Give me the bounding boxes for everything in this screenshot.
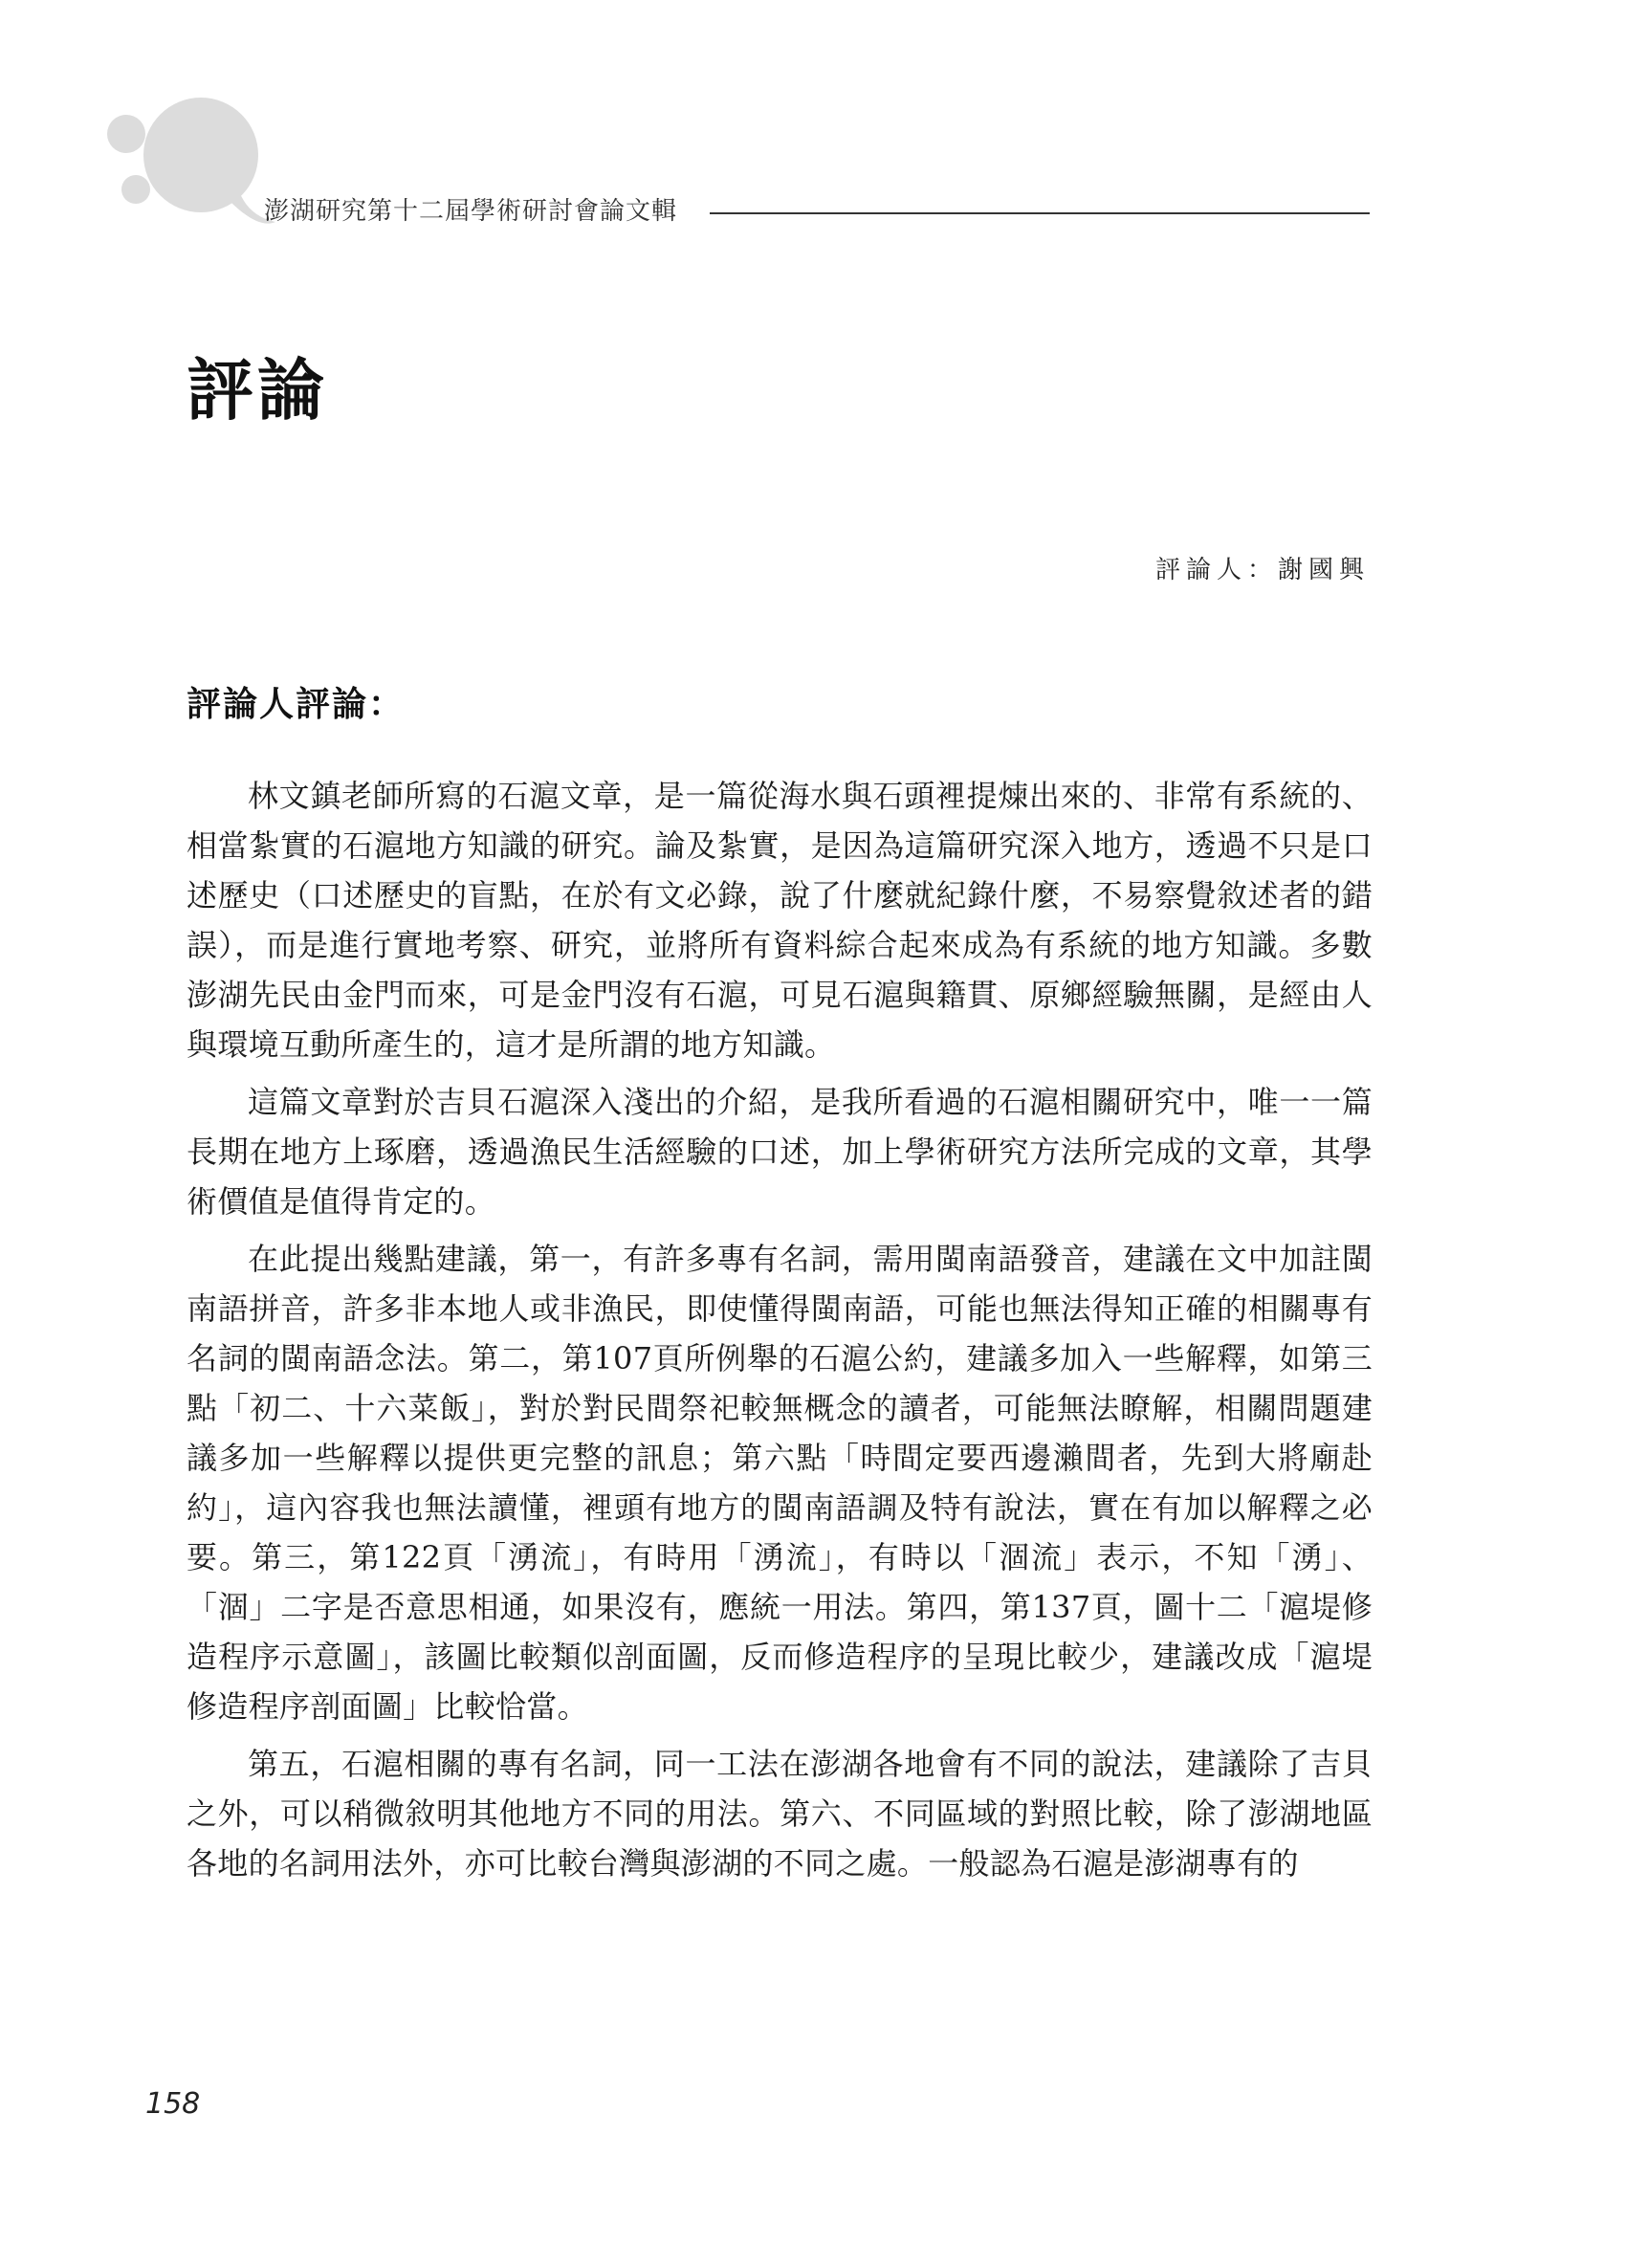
paragraph: 在此提出幾點建議，第一，有許多專有名詞，需用閩南語發音，建議在文中加註閩南語拼音，許多非本地人或非漁民，即使懂得閩南語，可能也無法得知正確的相關專有名詞的閩南語念法。第二，第107頁所例舉的石滬公約，建議多加入一些解釋，如第三點「初二、十六菜飯」，對於對民間祭祀較無概念的讀者，可能無法瞭解，相關問題建議多加一些解釋以提供更完整的訊息；第六點「時間定要西邊瀨間者，先到大將廟赴約」，這內容我也無法讀懂，裡頭有地方的閩南語調及特有說法，實在有加以解釋之必要。第三，第122頁「湧流」，有時用「湧流」，有時以「涸流」表示，不知「湧」、「涸」二字是否意思相通，如果沒有，應統一用法。第四，第137頁，圖十二「滬堤修造程序示意圖」，該圖比較類似剖面圖，反而修造程序的呈現比較少，建議改成「滬堤修造程序剖面圖」比較恰當。 (187, 1241, 1373, 1725)
speech-bubbles-icon (96, 96, 277, 239)
header-rule (710, 212, 1370, 214)
commentator-byline: 評論人：謝國興 (1154, 556, 1370, 584)
section-heading: 評論人評論： (187, 685, 406, 724)
page-number: 158 (145, 2087, 201, 2121)
paragraph: 第五，石滬相關的專有名詞，同一工法在澎湖各地會有不同的說法，建議除了吉貝之外，可以稍微敘明其他地方不同的用法。第六、不同區域的對照比較，除了澎湖地區各地的名詞用法外，亦可比較台灣與澎湖的不同之處。一般認為石滬是澎湖專有的 (187, 1746, 1373, 1882)
running-header-title: 澎湖研究第十二屆學術研討會論文輯 (264, 197, 678, 226)
page-title: 評論 (187, 350, 328, 429)
paragraph: 這篇文章對於吉貝石滬深入淺出的介紹，是我所看過的石滬相關研究中，唯一一篇長期在地方上琢磨，透過漁民生活經驗的口述，加上學術研究方法所完成的文章，其學術價值是值得肯定的。 (187, 1084, 1373, 1220)
body-text (187, 771, 1373, 1896)
paragraph: 林文鎮老師所寫的石滬文章，是一篇從海水與石頭裡提煉出來的、非常有系統的、相當紮實的石滬地方知識的研究。論及紮實，是因為這篇研究深入地方，透過不只是口述歷史（口述歷史的盲點，在於有文必錄，說了什麼就紀錄什麼，不易察覺敘述者的錯誤），而是進行實地考察、研究，並將所有資料綜合起來成為有系統的地方知識。多數澎湖先民由金門而來，可是金門沒有石滬，可見石滬與籍貫、原鄉經驗無關，是經由人與環境互動所產生的，這才是所謂的地方知識。 (187, 778, 1373, 1063)
